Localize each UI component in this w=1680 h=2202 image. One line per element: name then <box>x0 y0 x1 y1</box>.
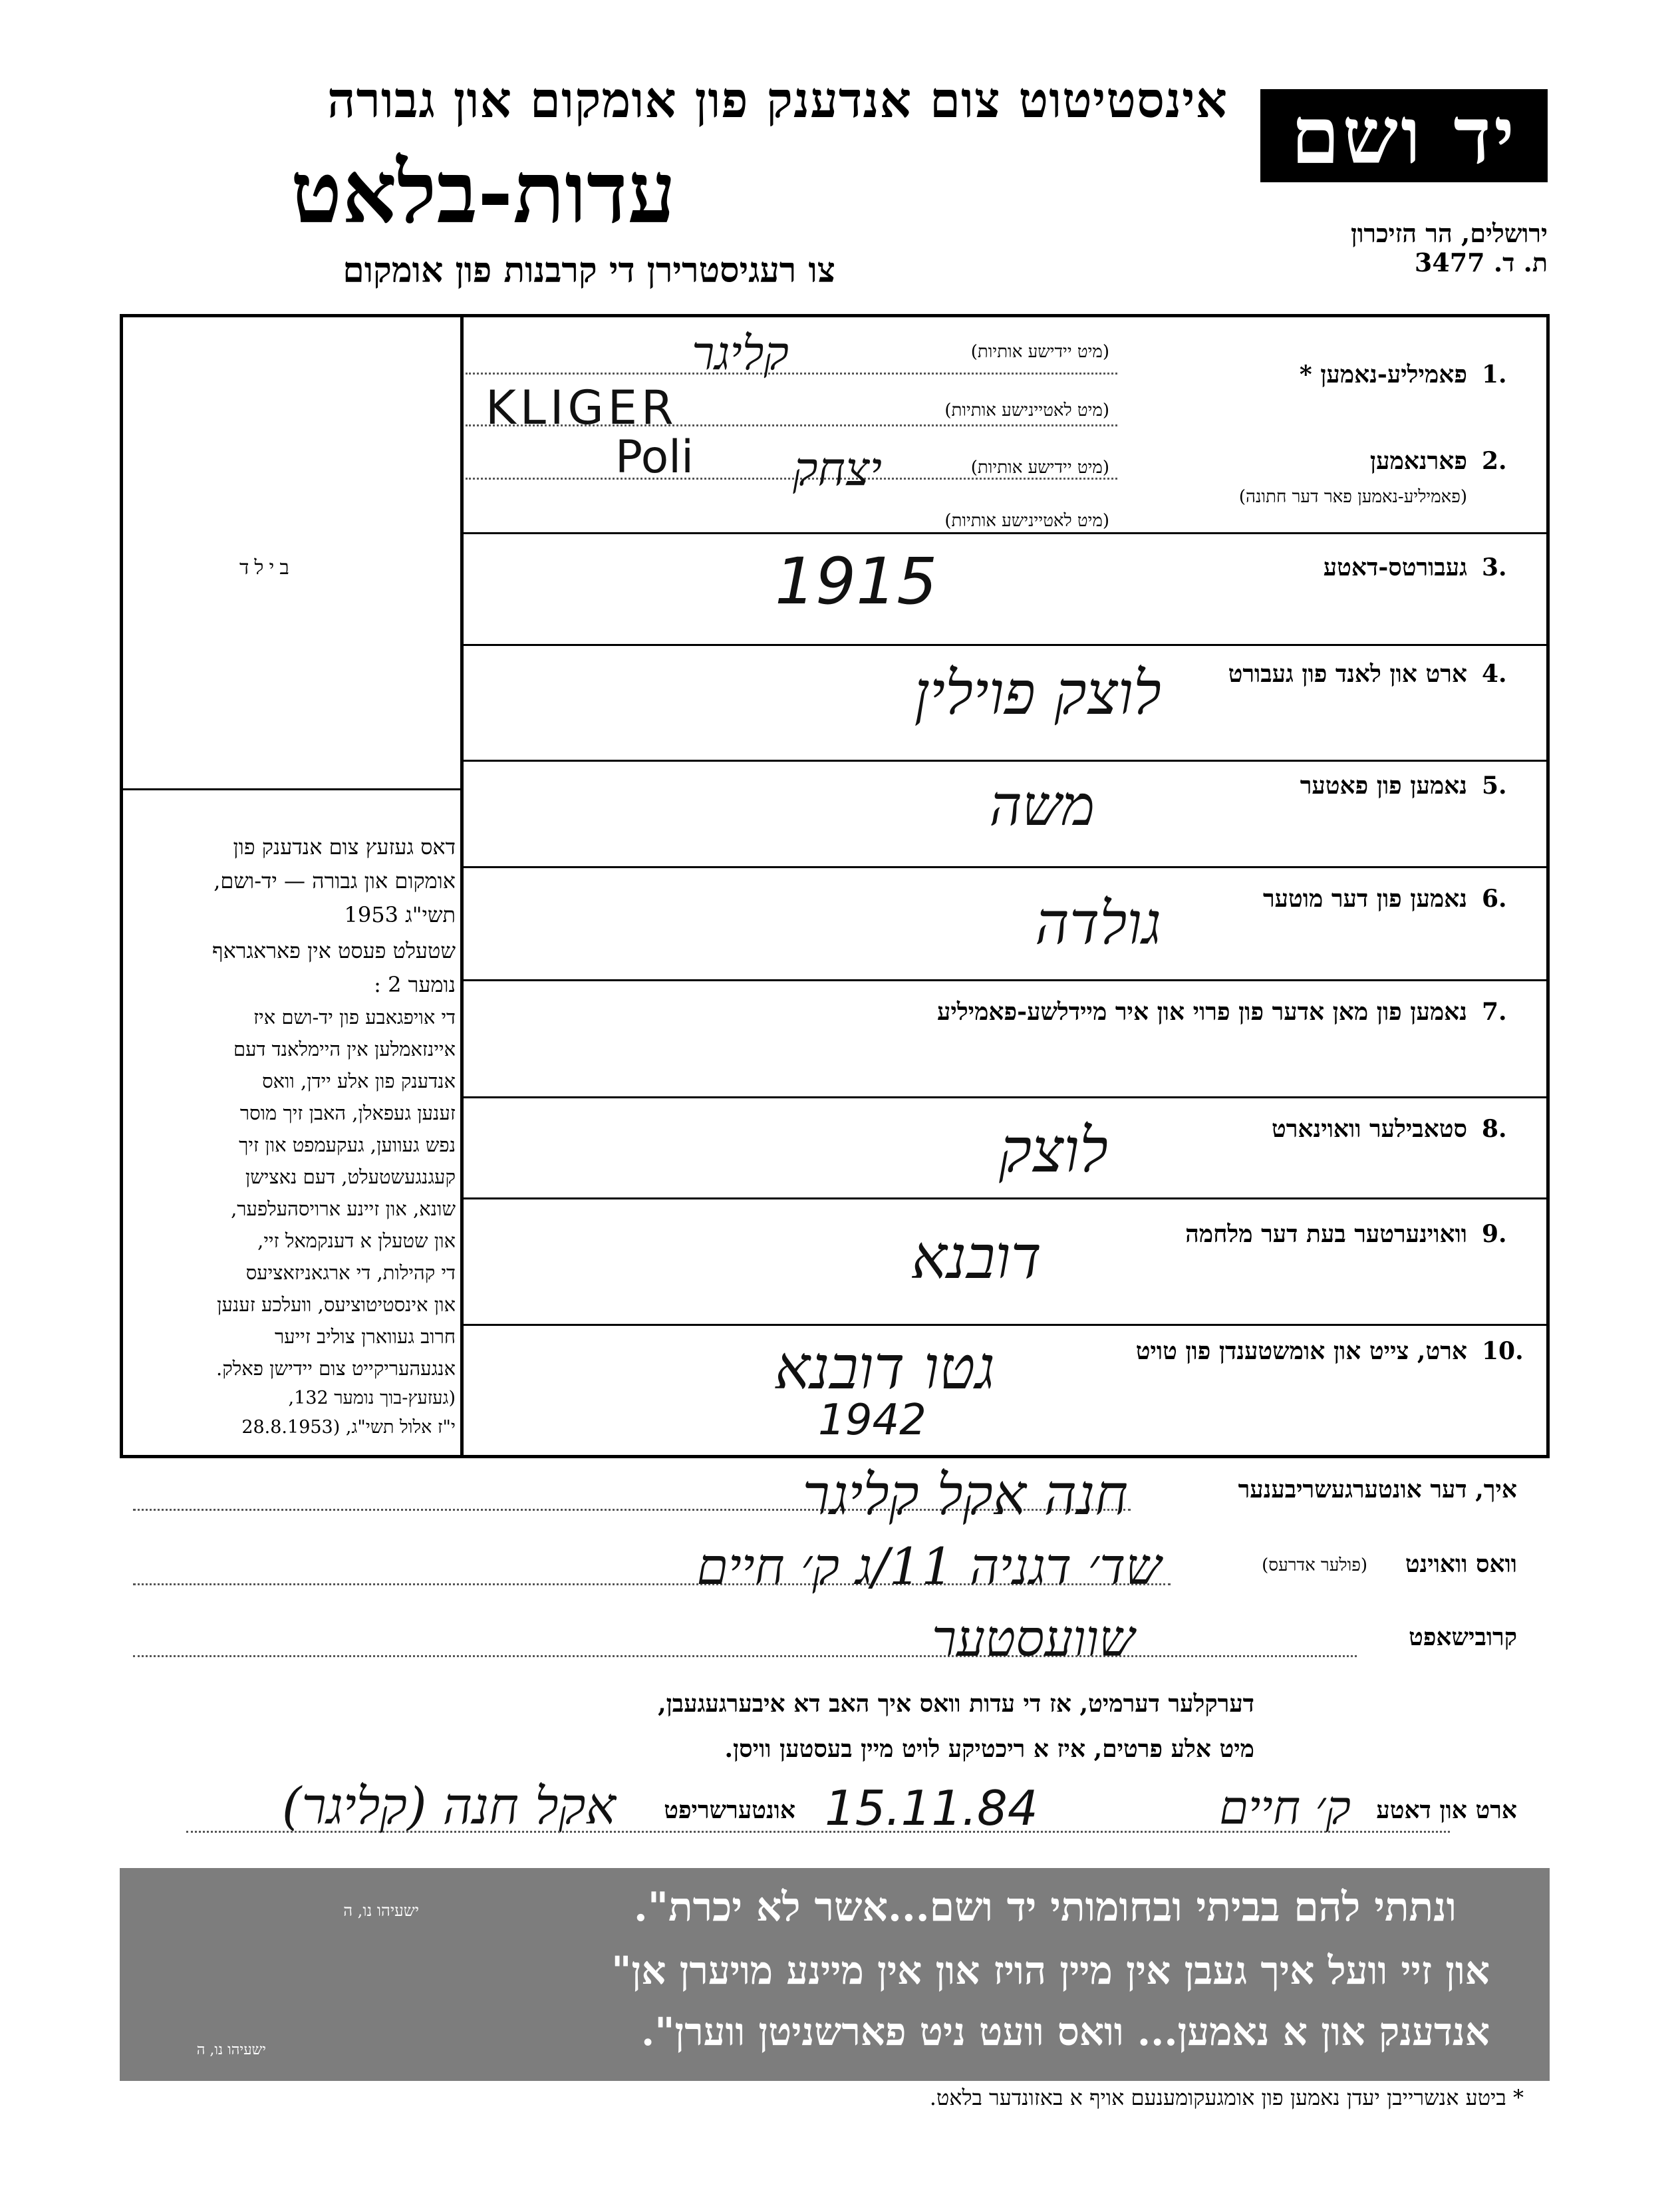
signature-label: אונטערשריפט <box>664 1796 795 1824</box>
law-text-para1: דאס געזעץ צום אנדענק פון אומקום און גבורה — יד-ושם, תשי"ג 1953 <box>213 834 456 927</box>
row-divider <box>462 1324 1550 1326</box>
field-3-value[interactable]: 1915 <box>775 544 938 619</box>
field-9-label: וואוינערטער בעת דער מלחמה <box>1185 1220 1467 1248</box>
relation-label: קרובישאפט <box>1409 1623 1517 1651</box>
relation-value[interactable]: שוועסטער <box>931 1609 1135 1668</box>
field-4-label: ארט און לאנד פון געבורט <box>1228 660 1467 688</box>
row-divider <box>462 1096 1550 1098</box>
row-divider <box>462 979 1550 981</box>
field-1-value-yiddish[interactable]: קליגר <box>691 326 789 381</box>
footnote: * ביטע אנשרייבן יעדן נאמען פון אומגעקומענעם אויף א באזונדער בלאט. <box>929 2085 1524 2110</box>
place-date-label: ארט און דאטע <box>1376 1796 1517 1824</box>
field-10-label: ארט, צייט און אומשטענדן פון טויט <box>1135 1337 1467 1365</box>
banner-quote-hebrew: ונתתי להם בביתי ובחומותי יד ושם...אשר לא יכרת". <box>633 1884 1457 1931</box>
field-1-number: 1. <box>1482 361 1507 389</box>
row-divider <box>462 760 1550 762</box>
dotted-line <box>466 478 1117 480</box>
yad-vashem-logo: יד ושם <box>1260 89 1548 182</box>
row-divider <box>462 1197 1550 1199</box>
row-divider <box>462 532 1550 534</box>
law-text-para3: די אויפגאבע פון יד-ושם איז איינזאמלען אין היימלאנד דעם אנדענק פון אלע יידן, וואס זענען געפאלן, האבן זיך מוסר נפש געווען, געקעמפט און זיך קעגנגעשטעלט, דעם נאצישן שונא, און זיינע ארויסהעלפער, און שטעלן א דענקמאל זיי, די קהילות, די ארגאניזאציעס און אינסטיטוציעס, וועלכע זענען חרוב געווארן צוליב זייער אנגעהעריקייט צום יידישן פאלק. <box>216 1006 456 1380</box>
photo-placeholder: בילד <box>239 556 295 579</box>
banner-quote-yiddish-2: אנדענק און א נאמען... וואס וועט ניט פארשניטן ווערן". <box>641 2009 1490 2054</box>
field-2-value-latin[interactable]: Poli <box>615 431 694 484</box>
field-7-label: נאמען פון מאן אדער פון פרוי און איר מיידלשע-פאמיליע <box>937 998 1467 1026</box>
field-2-sublabel: (פאמיליע-נאמען פאר דער חתונה) <box>1238 487 1467 507</box>
field-1-hint-latin: (מיט לאטיינישע אותיות) <box>944 400 1109 420</box>
dotted-line <box>186 1831 1450 1833</box>
field-1-hint-yiddish: (מיט יידישע אותיות) <box>970 342 1109 362</box>
banner-citation-1: ישעיהו נו, ה <box>343 1901 419 1920</box>
column-divider <box>460 314 464 1458</box>
field-1-label: פאמיליע-נאמען * <box>1299 361 1467 389</box>
address-line-1: ירושלים, הר הזיכרון <box>1351 218 1548 248</box>
field-6-value[interactable]: גולדה <box>1035 889 1161 957</box>
field-2-number: 2. <box>1482 447 1507 475</box>
submitter-address-label: וואס וואוינט <box>1405 1550 1517 1578</box>
field-6-number: 6. <box>1482 885 1507 913</box>
field-1-value-latin[interactable]: KLIGER <box>486 381 678 435</box>
address-line-2: ת. ד. 3477 <box>1414 247 1548 277</box>
declaration-line-2: מיט אלע פרטים, איז א ריכטיקע לויט מיין בעסטען וויסן. <box>724 1735 1254 1763</box>
date-value[interactable]: 15.11.84 <box>825 1780 1038 1836</box>
row-divider <box>462 866 1550 868</box>
field-9-number: 9. <box>1482 1220 1507 1248</box>
submitter-address-value[interactable]: שד׳ דגניה 11/ג ק׳ חיים <box>696 1537 1161 1596</box>
field-5-label: נאמען פון פאטער <box>1300 772 1467 800</box>
photo-box-bottom <box>120 788 462 790</box>
quote-banner <box>120 1868 1550 2081</box>
dotted-line <box>466 373 1117 375</box>
field-5-value[interactable]: משה <box>989 773 1095 838</box>
signature-value[interactable]: אקל חנה (קליגר) <box>281 1776 616 1835</box>
submitter-name-label: איך, דער אונטערגעשריבענער <box>1238 1476 1517 1503</box>
field-5-number: 5. <box>1482 772 1507 800</box>
law-text-para2: שטעלט פעסט אין פאראגראף נומער 2 : <box>211 938 456 997</box>
field-10-year[interactable]: 1942 <box>818 1396 926 1445</box>
field-4-value[interactable]: לוצק פוילין <box>914 659 1161 728</box>
field-4-number: 4. <box>1482 660 1507 688</box>
field-2-label: פארנאמען <box>1369 447 1467 475</box>
row-divider <box>462 644 1550 646</box>
place-value[interactable]: ק׳ חיים <box>1219 1780 1351 1835</box>
submitter-address-hint: (פולער אדרעס) <box>1262 1555 1367 1575</box>
declaration-line-1: דערקלער דערמיט, אז די עדות וואס איך האב דא איבערגעגעבן, <box>658 1690 1254 1718</box>
field-8-value[interactable]: לוצק <box>998 1115 1108 1186</box>
field-3-label: געבורטס-דאטע <box>1323 553 1467 581</box>
field-9-value[interactable]: דובנא <box>910 1223 1042 1293</box>
dotted-line <box>133 1655 1357 1657</box>
law-citation: (געזעץ-בוך נומער 132, י"ז אלול תשי"ג, (28.8.1953 <box>241 1388 456 1438</box>
banner-quote-yiddish-1: און זיי וועל איך געבן אין מיין הויז און אין מיינע מויערן אן" <box>611 1948 1490 1993</box>
page-subtitle: צו רעגיסטרירן די קרבנות פון אומקום <box>343 250 835 291</box>
banner-citation-2: ישעיהו נו, ה <box>196 2042 266 2058</box>
field-6-label: נאמען פון דער מוטער <box>1262 885 1467 913</box>
field-10-value[interactable]: גטו דובנא <box>774 1333 995 1403</box>
field-2-hint-yiddish: (מיט יידישע אותיות) <box>970 458 1109 478</box>
institute-name: אינסטיטוט צום אנדענק פון אומקום און גבורה <box>327 72 1228 129</box>
field-8-number: 8. <box>1482 1115 1507 1143</box>
field-2-hint-latin: (מיט לאטיינישע אותיות) <box>944 511 1109 531</box>
field-3-number: 3. <box>1482 553 1507 581</box>
field-8-label: סטאבילער וואוינארט <box>1272 1115 1467 1143</box>
submitter-name-value[interactable]: חנה אקל קליגר <box>802 1462 1128 1527</box>
field-7-number: 7. <box>1482 998 1507 1026</box>
field-10-number: 10. <box>1482 1337 1524 1365</box>
field-2-value-yiddish[interactable]: יצחק <box>793 442 882 496</box>
page-title: עדות-בלאט <box>291 143 676 243</box>
